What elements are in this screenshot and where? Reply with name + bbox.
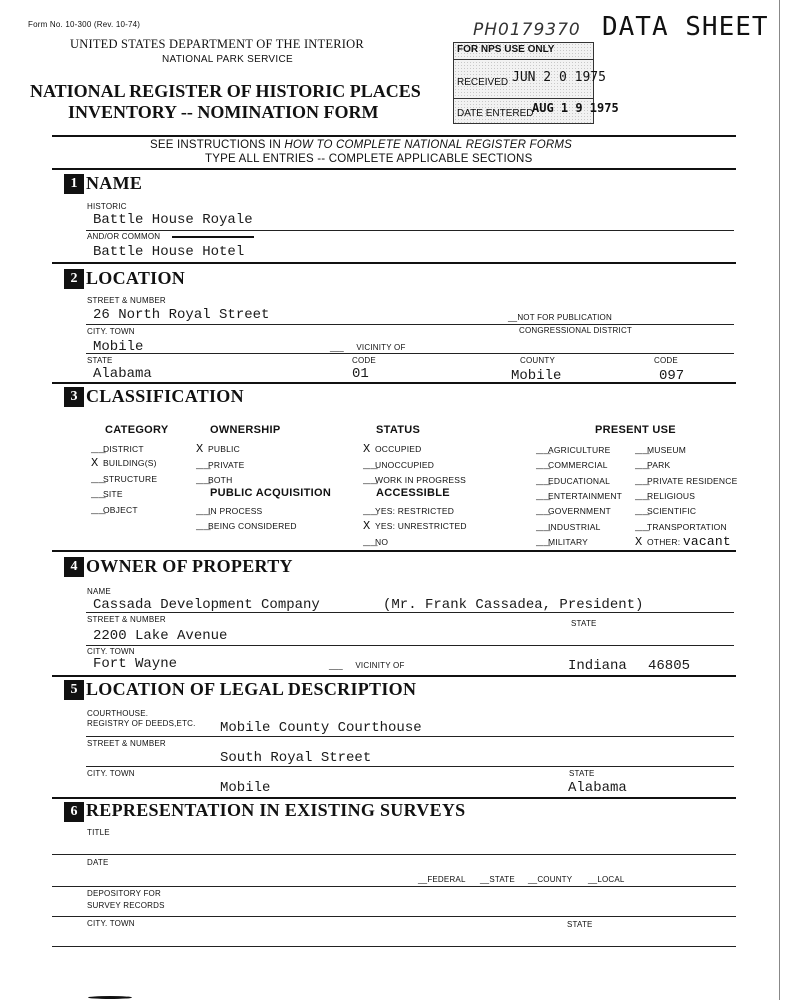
section-5-number: 5 [64, 680, 84, 700]
courthouse-field[interactable]: Mobile County Courthouse [220, 720, 422, 736]
county-label: COUNTY [520, 356, 555, 365]
category-object[interactable]: __OBJECT [91, 503, 138, 517]
accessible-unrestricted[interactable]: X YES: UNRESTRICTED [363, 519, 467, 533]
public-acquisition-heading: PUBLIC ACQUISITION [210, 487, 332, 499]
owner-vicinity-option[interactable]: ___ VICINITY OF [329, 661, 405, 670]
ownership-both[interactable]: __BOTH [196, 473, 233, 487]
legal-street-field[interactable]: South Royal Street [220, 750, 372, 766]
section-6-number: 6 [64, 802, 84, 822]
category-buildings[interactable]: X BUILDING(S) [91, 456, 157, 470]
use-entertainment[interactable]: __ENTERTAINMENT [536, 489, 623, 503]
instructions-line2: TYPE ALL ENTRIES -- COMPLETE APPLICABLE SECTIONS [205, 153, 533, 165]
owner-city-label: CITY. TOWN [87, 647, 135, 656]
nps-use-box [453, 42, 619, 124]
survey-local-option[interactable]: __LOCAL [588, 875, 625, 884]
use-commercial[interactable]: __COMMERCIAL [536, 458, 608, 472]
category-site[interactable]: __SITE [91, 487, 123, 501]
section-3-number: 3 [64, 387, 84, 407]
category-structure[interactable]: __STRUCTURE [91, 472, 158, 486]
location-county-field[interactable]: Mobile [511, 368, 562, 384]
received-label: RECEIVED [457, 77, 509, 88]
location-city-field[interactable]: Mobile [93, 339, 144, 355]
category-district[interactable]: __DISTRICT [91, 442, 144, 456]
survey-state-label: STATE [567, 920, 593, 929]
department-name: UNITED STATES DEPARTMENT OF THE INTERIOR [70, 37, 364, 51]
section-1-divider [52, 262, 736, 264]
survey-date-label: DATE [87, 858, 109, 867]
location-code-field[interactable]: 01 [352, 366, 369, 382]
service-name: NATIONAL PARK SERVICE [162, 54, 293, 65]
owner-name-label: NAME [87, 587, 111, 596]
courthouse-label-1: COURTHOUSE. [87, 709, 149, 718]
section-4-number: 4 [64, 557, 84, 577]
status-occupied[interactable]: X OCCUPIED [363, 442, 422, 456]
code-label: CODE [352, 356, 376, 365]
historic-label: HISTORIC [87, 202, 127, 211]
section-6-title: REPRESENTATION IN EXISTING SURVEYS [86, 800, 466, 820]
state-label: STATE [87, 356, 113, 365]
use-other-value: vacant [682, 534, 731, 549]
historic-name-field[interactable]: Battle House Royale [93, 212, 253, 228]
survey-state-option[interactable]: __STATE [480, 875, 515, 884]
header-divider [52, 135, 736, 137]
section-5-title: LOCATION OF LEGAL DESCRIPTION [86, 679, 417, 699]
legal-city-field[interactable]: Mobile [220, 780, 271, 796]
owner-street-label: STREET & NUMBER [87, 615, 166, 624]
use-other[interactable]: X OTHER: vacant [635, 534, 731, 549]
section-4-divider [52, 675, 736, 677]
section-2-title: LOCATION [86, 268, 186, 288]
legal-street-label: STREET & NUMBER [87, 739, 166, 748]
use-private-residence[interactable]: __PRIVATE RESIDENCE [635, 474, 738, 488]
accessible-restricted[interactable]: __YES: RESTRICTED [363, 504, 455, 518]
street-number-label: STREET & NUMBER [87, 296, 166, 305]
page-edge [779, 0, 780, 1000]
location-code2-field[interactable]: 097 [659, 368, 685, 384]
acquisition-in-process[interactable]: __IN PROCESS [196, 504, 263, 518]
owner-name-field-2[interactable]: (Mr. Frank Cassadea, President) [383, 597, 644, 613]
courthouse-label-2: REGISTRY OF DEEDS,ETC. [87, 719, 196, 728]
congressional-district-label: CONGRESSIONAL DISTRICT [519, 326, 633, 335]
instructions-line1: SEE INSTRUCTIONS IN HOW TO COMPLETE NATIONAL REGISTER FORMS [150, 139, 573, 151]
section-3-title: CLASSIFICATION [86, 386, 244, 406]
common-name-label: AND/OR COMMON [87, 232, 161, 241]
present-use-heading: PRESENT USE [595, 424, 676, 436]
city-town-label: CITY. TOWN [87, 327, 135, 336]
use-military[interactable]: __MILITARY [536, 535, 589, 549]
form-title-line1: NATIONAL REGISTER OF HISTORIC PLACES [30, 81, 421, 101]
status-unoccupied[interactable]: __UNOCCUPIED [363, 458, 435, 472]
legal-state-label: STATE [569, 769, 595, 778]
status-work-in-progress[interactable]: __WORK IN PROGRESS [363, 473, 467, 487]
location-state-field[interactable]: Alabama [93, 366, 152, 382]
handwritten-id: PH0179370 [473, 20, 581, 40]
code2-label: CODE [654, 356, 678, 365]
use-government[interactable]: __GOVERNMENT [536, 504, 611, 518]
form-title-line2: INVENTORY -- NOMINATION FORM [68, 102, 379, 122]
use-museum[interactable]: __MUSEUM [635, 443, 686, 457]
ownership-heading: OWNERSHIP [210, 424, 281, 436]
survey-city-label: CITY. TOWN [87, 919, 135, 928]
section-4-title: OWNER OF PROPERTY [86, 556, 293, 576]
category-heading: CATEGORY [105, 424, 169, 436]
date-entered-stamp: AUG 1 9 1975 [532, 101, 619, 115]
not-for-publication-option[interactable]: __NOT FOR PUBLICATION [508, 313, 612, 322]
instructions-divider [52, 168, 736, 170]
status-heading: STATUS [376, 424, 421, 436]
scan-artifact [88, 996, 132, 999]
use-religious[interactable]: __RELIGIOUS [635, 489, 696, 503]
survey-county-option[interactable]: __COUNTY [528, 875, 573, 884]
owner-city-field[interactable]: Fort Wayne [93, 656, 178, 672]
form-number: Form No. 10-300 (Rev. 10-74) [28, 20, 141, 29]
received-stamp: JUN 2 0 1975 [512, 70, 606, 85]
section-2-number: 2 [64, 269, 84, 289]
survey-title-label: TITLE [87, 828, 110, 837]
section-1-title: NAME [86, 173, 143, 193]
use-agriculture[interactable]: __AGRICULTURE [536, 443, 611, 457]
depository-label-1: DEPOSITORY FOR [87, 889, 161, 898]
use-park[interactable]: __PARK [635, 458, 671, 472]
use-educational[interactable]: __EDUCATIONAL [536, 474, 611, 488]
owner-state-field[interactable]: Indiana [568, 658, 627, 674]
date-entered-label: DATE ENTERED [457, 108, 534, 119]
accessible-heading: ACCESSIBLE [376, 487, 450, 499]
section-1-number: 1 [64, 174, 84, 194]
owner-name-field[interactable]: Cassada Development Company [93, 597, 320, 613]
section-3-divider [52, 550, 736, 552]
owner-zip-field[interactable]: 46805 [648, 658, 691, 674]
owner-state-label: STATE [571, 619, 597, 628]
vicinity-of-option[interactable]: ___ VICINITY OF [330, 343, 406, 352]
use-industrial[interactable]: __INDUSTRIAL [536, 520, 601, 534]
acquisition-being-considered[interactable]: __BEING CONSIDERED [196, 519, 297, 533]
owner-street-field[interactable]: 2200 Lake Avenue [93, 628, 228, 644]
ownership-private[interactable]: __PRIVATE [196, 458, 245, 472]
depository-label-2: SURVEY RECORDS [87, 901, 165, 910]
nps-use-label: FOR NPS USE ONLY [457, 44, 555, 55]
data-sheet-stamp: DATA SHEET [602, 12, 769, 42]
legal-state-field[interactable]: Alabama [568, 780, 627, 796]
survey-federal-option[interactable]: __FEDERAL [418, 875, 466, 884]
section-2-divider [52, 382, 736, 384]
legal-city-label: CITY. TOWN [87, 769, 135, 778]
use-scientific[interactable]: __SCIENTIFIC [635, 504, 697, 518]
common-name-field[interactable]: Battle House Hotel [93, 244, 245, 260]
location-street-field[interactable]: 26 North Royal Street [93, 307, 270, 323]
ownership-public[interactable]: X PUBLIC [196, 442, 240, 456]
use-transportation[interactable]: __TRANSPORTATION [635, 520, 727, 534]
section-5-divider [52, 797, 736, 799]
accessible-no[interactable]: __NO [363, 535, 389, 549]
